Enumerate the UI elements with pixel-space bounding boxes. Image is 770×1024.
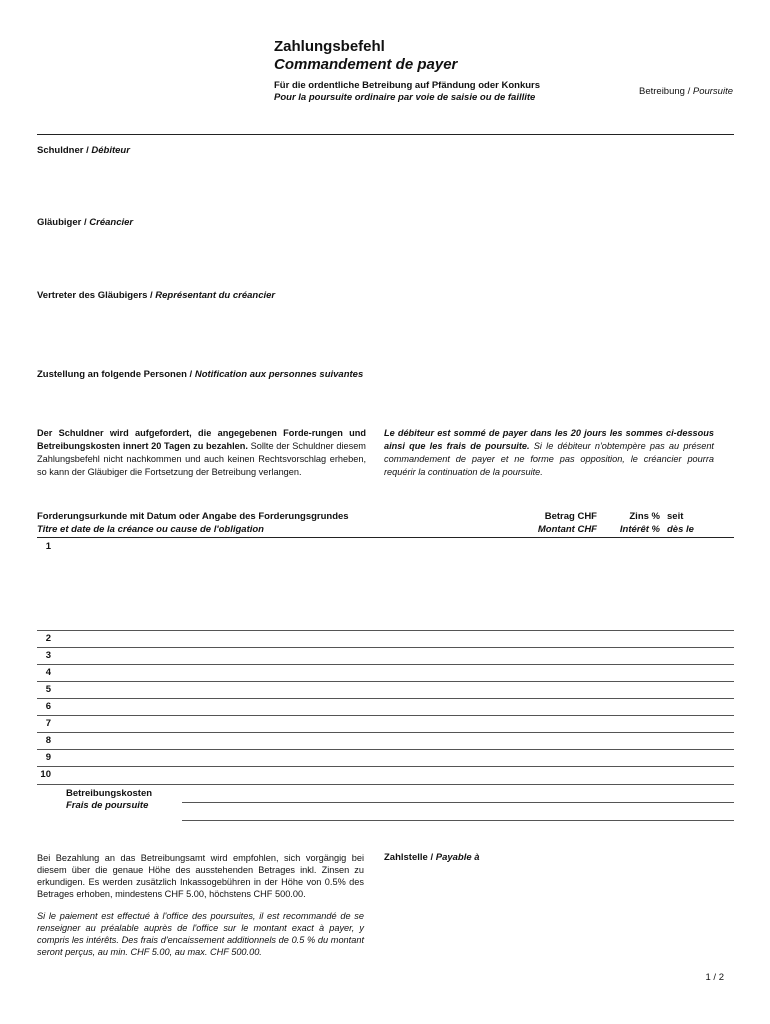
row-divider [37, 784, 734, 785]
glaeubiger-label [37, 217, 133, 228]
vertreter-label-fr: Représentant du créancier [155, 290, 276, 301]
col-since-fr: dès le [667, 524, 694, 535]
col-interest-fr: Intérêt % [619, 524, 660, 535]
zahlstelle-label-de: Zahlstelle / [384, 852, 434, 863]
zustellung-label [37, 369, 363, 380]
costs-label-de: Betreibungskosten [66, 788, 153, 799]
schuldner-label-de: Schuldner / [37, 145, 89, 156]
betreibung-label-fr: Poursuite [692, 86, 733, 97]
row-number-6: 6 [45, 701, 51, 712]
notice-de-rest: Sollte der Schuldner diesem Zahlungsbefehl nicht nachkommen und auch keinen Rechtsvorschlag erheben, so kann der Gläubiger die Fortsetzung der Betreibung verlangen. [37, 441, 366, 477]
subtitle-de: Für die ordentliche Betreibung auf Pfändung oder Konkurs [274, 80, 541, 91]
glaeubiger-label-de: Gläubiger / [37, 217, 87, 228]
costs-label-fr: Frais de poursuite [66, 800, 149, 811]
betreibung-label [600, 86, 733, 97]
row-number-7: 7 [45, 718, 51, 729]
col-amount-de: Betrag CHF [544, 511, 597, 522]
vertreter-label-de: Vertreter des Gläubigers / [37, 290, 153, 301]
row-number-4: 4 [45, 667, 51, 678]
row-number-10: 10 [40, 769, 51, 780]
row-number-8: 8 [45, 735, 51, 746]
notice-fr-bold: Le débiteur est sommé de payer dans les 20 jours les sommes ci-dessous ainsi que les frais de poursuite. [384, 428, 714, 451]
payment-notice-de: Bei Bezahlung an das Betreibungsamt wird empfohlen, sich vorgängig bei diesem über die genaue Höhe des ausstehenden Betrages inkl. Zinsen zu erkundigen. Es werden zusätzlich Inkassogebühren in der Höhe von 0.5% des Betrages erhoben, mindestens CHF 5.00, höchstens CHF 500.00. [37, 853, 364, 899]
row-divider [37, 766, 734, 767]
row-number-9: 9 [45, 752, 51, 763]
row-divider [37, 698, 734, 699]
col-since-de: seit [667, 511, 684, 522]
title-de: Zahlungsbefehl [274, 38, 385, 55]
row-divider [37, 715, 734, 716]
col-amount-fr: Montant CHF [537, 524, 597, 535]
notice-fr [384, 427, 714, 479]
zustellung-label-fr: Notification aux personnes suivantes [194, 369, 364, 380]
row-divider [37, 647, 734, 648]
col-interest-de: Zins % [629, 511, 660, 522]
zahlstelle-label [384, 852, 480, 863]
payment-notice-fr: Si le paiement est effectué à l'office des poursuites, il est recommandé de se renseigner au préalable auprès de l'office sur le montant exact à payer, y compris les intérêts. Des frais d'encaissement additionnels de 0.5 % du montant seront perçus, au min. CHF 5.00, au max. CHF 500.00. [37, 911, 364, 957]
row-number-3: 3 [45, 650, 51, 661]
notice-de-bold: Der Schuldner wird aufgefordert, die angegebenen Forde-rungen und Betreibungskosten innert 20 Tagen zu bezahlen. [37, 428, 366, 451]
notice-de [37, 427, 366, 479]
row-number-1: 1 [45, 541, 51, 552]
schuldner-label-fr: Débiteur [91, 145, 130, 156]
costs-line-2 [182, 820, 734, 821]
vertreter-label [37, 290, 275, 301]
notice-fr-rest: Si le débiteur n'obtempère pas au présent commandement de payer et ne forme pas opposition, le créancier pourra requérir la continuation de la poursuite. [384, 441, 714, 477]
col-claim-de: Forderungsurkunde mit Datum oder Angabe des Forderungsgrundes [37, 511, 349, 522]
row-divider [37, 681, 734, 682]
schuldner-label [37, 145, 130, 156]
row-number-2: 2 [45, 633, 51, 644]
row-divider [37, 664, 734, 665]
row-divider [37, 732, 734, 733]
row-divider [37, 630, 734, 631]
header-divider [37, 134, 734, 135]
zahlstelle-label-fr: Payable à [435, 852, 480, 863]
title-fr: Commandement de payer [274, 56, 458, 73]
costs-line-1 [182, 802, 734, 803]
page-number: 1 / 2 [705, 972, 724, 983]
subtitle-fr: Pour la poursuite ordinaire par voie de saisie ou de faillite [274, 92, 536, 103]
zustellung-label-de: Zustellung an folgende Personen / [37, 369, 193, 380]
row-divider [37, 749, 734, 750]
betreibung-label-de: Betreibung / [638, 86, 691, 97]
col-claim-fr: Titre et date de la créance ou cause de l'obligation [37, 524, 264, 535]
glaeubiger-label-fr: Créancier [89, 217, 134, 228]
row-number-5: 5 [45, 684, 51, 695]
table-header-divider [37, 537, 734, 538]
